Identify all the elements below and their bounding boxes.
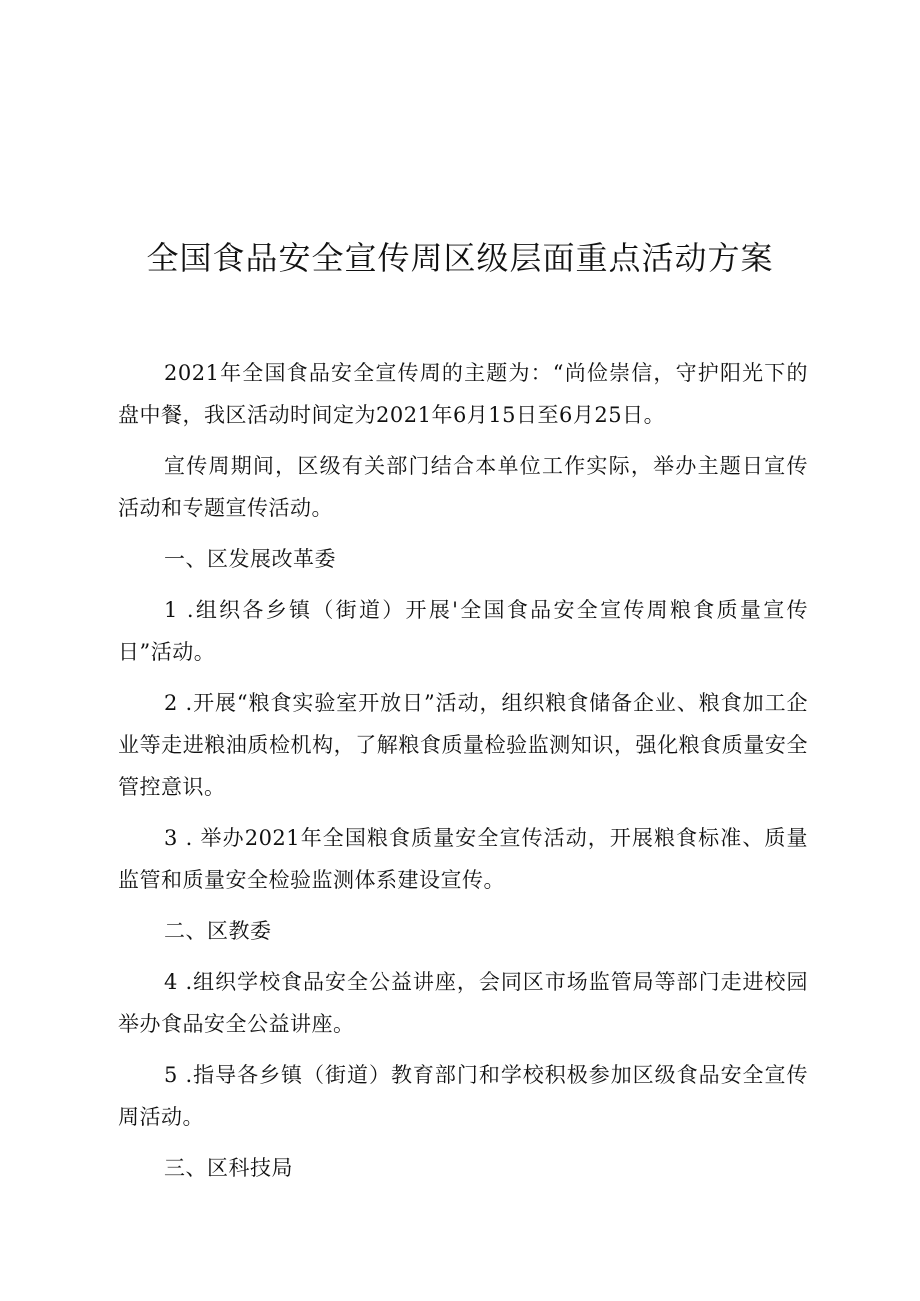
list-item-4: 4 .组织学校食品安全公益讲座，会同区市场监管局等部门走进校园举办食品安全公益讲座。: [118, 970, 808, 1036]
section-heading-development-reform: 一、区发展改革委: [164, 547, 336, 571]
document-body: [118, 352, 808, 1189]
list-item-3: 3 . 举办2021年全国粮食质量安全宣传活动，开展粮食标准、质量监管和质量安全检验监测体系建设宣传。: [118, 826, 808, 892]
section-heading-science-technology: 三、区科技局: [164, 1156, 293, 1180]
list-item-5: 5 .指导各乡镇（街道）教育部门和学校积极参加区级食品安全宣传周活动。: [118, 1063, 808, 1129]
document-title: 全国食品安全宣传周区级层面重点活动方案: [146, 239, 774, 277]
list-item-2: 2 .开展“粮食实验室开放日”活动，组织粮食储备企业、粮食加工企业等走进粮油质检机构，了解粮食质量检验监测知识，强化粮食质量安全管控意识。: [118, 691, 808, 799]
paragraph-theme: 2021年全国食品安全宣传周的主题为：“尚俭崇信，守护阳光下的盘中餐，我区活动时间定为2021年6月15日至6月25日。: [118, 361, 808, 427]
paragraph-period: 宣传周期间，区级有关部门结合本单位工作实际，举办主题日宣传活动和专题宣传活动。: [118, 454, 808, 520]
section-heading-education: 二、区教委: [164, 919, 272, 943]
list-item-1: 1 .组织各乡镇（街道）开展'全国食品安全宣传周粮食质量宣传日”活动。: [118, 598, 808, 664]
